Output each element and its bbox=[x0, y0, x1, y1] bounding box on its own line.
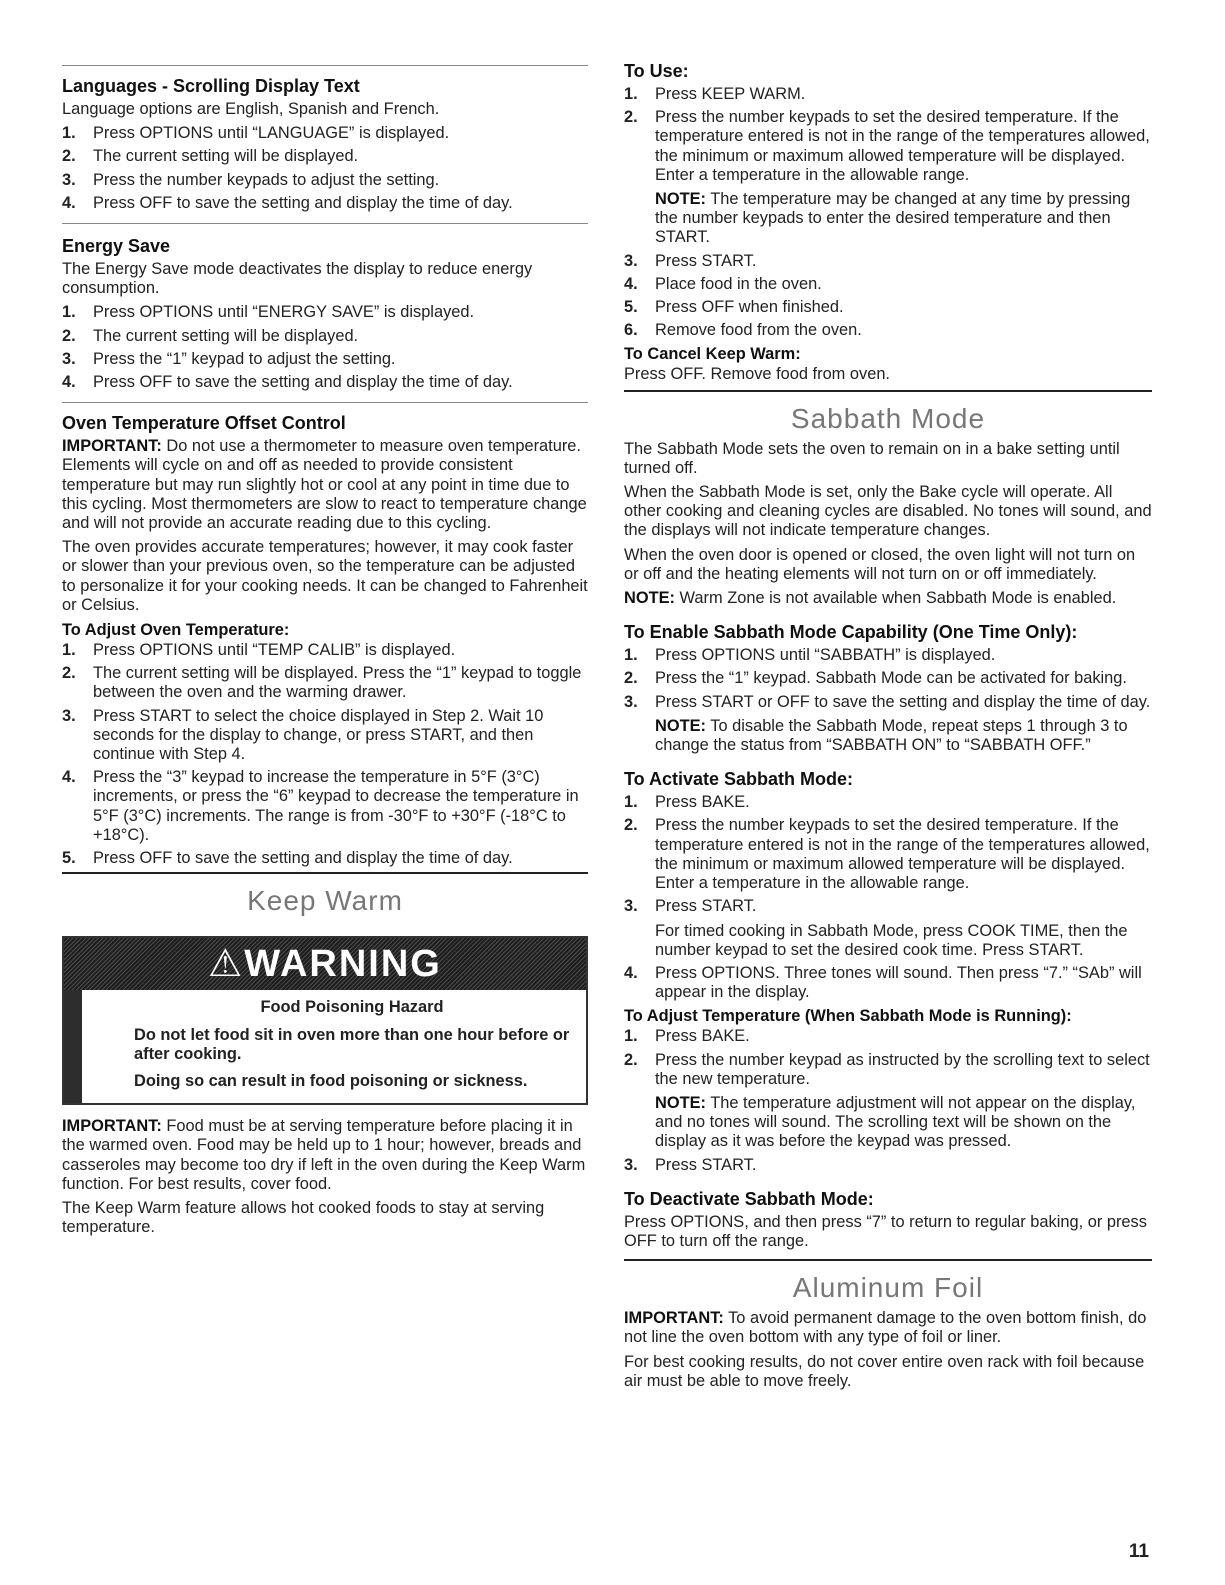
paragraph: When the oven door is opened or closed, the oven light will not turn on or off and the heating elements will not turn on or off immediately. bbox=[624, 545, 1136, 583]
step-text: The current setting will be displayed. Press the “1” keypad to toggle between the oven and the warming drawer. bbox=[93, 664, 582, 702]
important-label: IMPORTANT: bbox=[62, 437, 162, 456]
section-title: Aluminum Foil bbox=[792, 1272, 984, 1304]
note: For timed cooking in Sabbath Mode, press COOK TIME, then the number keypad to set the desired cook time. Press START. bbox=[655, 921, 1128, 959]
step-text: Press the “1” keypad. Sabbath Mode can be activated for baking. bbox=[655, 669, 1127, 688]
list-item bbox=[62, 147, 588, 166]
warning-banner bbox=[64, 938, 586, 990]
left-column bbox=[62, 0, 588, 1242]
steps-list bbox=[624, 793, 1152, 1002]
step-text: Remove food from the oven. bbox=[655, 321, 862, 340]
note-text: To disable the Sabbath Mode, repeat steps 1 through 3 to change the status from “SABBATH ON” to “SABBATH OFF.” bbox=[655, 716, 1128, 755]
list-item bbox=[62, 641, 588, 660]
important-label: IMPORTANT: bbox=[624, 1309, 724, 1328]
note-text: The temperature adjustment will not appear on the display, and no tones will sound. The scrolling text will be shown on the display as it was before the keypad was pressed. bbox=[655, 1093, 1136, 1151]
divider bbox=[624, 390, 1152, 392]
list-item bbox=[62, 373, 588, 392]
step-number: 3. bbox=[62, 349, 76, 368]
steps-list bbox=[62, 303, 588, 392]
step-number: 6. bbox=[624, 321, 638, 340]
list-item bbox=[624, 693, 1152, 756]
step-number: 2. bbox=[624, 1050, 638, 1069]
paragraph: Press OFF. Remove food from oven. bbox=[624, 365, 890, 384]
step-number: 1. bbox=[62, 303, 76, 322]
step-text: Press the number keypads to set the desired temperature. If the temperature entered is not in the range of the temperatures allowed, the minimum or maximum allowed temperature will be displayed. Enter a temperature in the allowable range. bbox=[655, 108, 1150, 184]
section-title: Keep Warm bbox=[247, 885, 403, 917]
hazard-title: Food Poisoning Hazard bbox=[260, 998, 444, 1017]
step-text: Press START. bbox=[655, 897, 757, 916]
languages-section bbox=[62, 76, 588, 213]
section-heading: To Activate Sabbath Mode: bbox=[624, 769, 854, 790]
step-text: Press the “3” keypad to increase the temperature in 5°F (3°C) increments, or press the “6” keypad to decrease the temperature in 5°F (3°C) increments. The range is from -30°F to +30°F (-18°C to +18°C). bbox=[93, 768, 579, 844]
step-number: 3. bbox=[62, 170, 76, 189]
step-text: The current setting will be displayed. bbox=[93, 147, 359, 166]
important-text: Do not use a thermometer to measure oven temperature. Elements will cycle on and off as needed to provide consistent temperature but may run slightly hot or cool at any point in time due to this cycling. Most thermometers are slow to react to temperature change and will not provide an accurate reading due to this cycling. bbox=[62, 437, 587, 533]
step-text: Press OFF to save the setting and display the time of day. bbox=[93, 849, 513, 868]
list-item bbox=[624, 897, 1152, 960]
divider bbox=[624, 1259, 1152, 1261]
important-text: To avoid permanent damage to the oven bottom finish, do not line the oven bottom with any type of foil or liner. bbox=[624, 1309, 1147, 1347]
step-text: Press OFF to save the setting and display the time of day. bbox=[93, 373, 513, 392]
list-item bbox=[624, 964, 1152, 1002]
step-number: 3. bbox=[624, 897, 638, 916]
list-item bbox=[624, 1027, 1152, 1046]
step-text: Press OPTIONS until “ENERGY SAVE” is displayed. bbox=[93, 303, 475, 322]
step-number: 4. bbox=[62, 768, 76, 787]
list-item bbox=[62, 303, 588, 322]
list-item bbox=[624, 646, 1152, 665]
list-item bbox=[624, 793, 1152, 812]
step-number: 3. bbox=[624, 251, 638, 270]
step-number: 2. bbox=[624, 669, 638, 688]
step-number: 1. bbox=[624, 85, 638, 103]
note-label: NOTE: bbox=[655, 190, 706, 209]
section-heading: To Use: bbox=[624, 61, 689, 81]
step-text: Press BAKE. bbox=[655, 793, 750, 812]
note-label: NOTE: bbox=[655, 1093, 706, 1112]
steps-list bbox=[624, 85, 1152, 340]
step-number: 2. bbox=[62, 147, 76, 166]
page-number: 11 bbox=[1128, 1541, 1149, 1562]
note-label: NOTE: bbox=[655, 716, 706, 735]
step-text: Press OFF when finished. bbox=[655, 298, 844, 317]
step-text: Press START. bbox=[655, 1155, 757, 1174]
section-heading: Languages - Scrolling Display Text bbox=[62, 76, 360, 96]
steps-list bbox=[624, 1027, 1152, 1174]
step-number: 4. bbox=[62, 373, 76, 392]
right-column bbox=[624, 0, 1152, 1396]
list-item bbox=[62, 194, 588, 213]
offset-section bbox=[62, 413, 588, 868]
list-item bbox=[62, 707, 588, 765]
step-text: Press OPTIONS until “TEMP CALIB” is displayed. bbox=[93, 641, 456, 660]
note-text: Warm Zone is not available when Sabbath Mode is enabled. bbox=[675, 589, 1117, 608]
list-item bbox=[624, 108, 1152, 247]
paragraph: Press OPTIONS, and then press “7” to return to regular baking, or press OFF to turn off the range. bbox=[624, 1212, 1147, 1250]
list-item bbox=[624, 298, 1152, 317]
list-item bbox=[624, 1156, 1152, 1175]
list-item bbox=[624, 321, 1152, 340]
step-text: Place food in the oven. bbox=[655, 274, 822, 293]
step-number: 2. bbox=[62, 664, 76, 683]
steps-list bbox=[62, 124, 588, 213]
warning-body bbox=[64, 990, 586, 1103]
list-item bbox=[62, 768, 588, 845]
list-item bbox=[624, 275, 1152, 294]
list-item bbox=[624, 669, 1152, 688]
important-text: Food must be at serving temperature before placing it in the warmed oven. Food may be held up to 1 hour; however, breads and casseroles may become too dry if left in the oven during the Keep Warm function. For best results, cover food. bbox=[62, 1117, 586, 1193]
section-heading: To Deactivate Sabbath Mode: bbox=[624, 1188, 874, 1209]
step-number: 4. bbox=[624, 274, 638, 293]
step-number: 1. bbox=[624, 793, 638, 812]
step-number: 2. bbox=[624, 108, 638, 127]
list-item bbox=[624, 816, 1152, 893]
list-item bbox=[62, 350, 588, 369]
step-number: 1. bbox=[624, 1027, 638, 1046]
paragraph bbox=[62, 1117, 588, 1194]
divider bbox=[62, 872, 588, 874]
step-number: 4. bbox=[624, 963, 638, 982]
note bbox=[655, 717, 1152, 755]
step-number: 3. bbox=[624, 1155, 638, 1174]
list-item bbox=[62, 124, 588, 143]
step-number: 5. bbox=[624, 298, 638, 317]
subheading: To Adjust Oven Temperature: bbox=[62, 621, 290, 640]
step-text: Press the number keypads to adjust the setting. bbox=[93, 170, 440, 189]
steps-list bbox=[62, 641, 588, 868]
step-number: 1. bbox=[62, 641, 76, 660]
paragraph bbox=[62, 437, 588, 533]
sabbath-section bbox=[624, 402, 1152, 1252]
to-use-section bbox=[624, 61, 1152, 385]
aluminum-foil-section bbox=[624, 1271, 1152, 1391]
warning-line: Doing so can result in food poisoning or sickness. bbox=[134, 1071, 528, 1090]
paragraph: The Sabbath Mode sets the oven to remain on in a bake setting until turned off. bbox=[624, 439, 1120, 477]
note-label: NOTE: bbox=[624, 589, 675, 608]
step-text: Press START or OFF to save the setting and display the time of day. bbox=[655, 692, 1151, 711]
important-label: IMPORTANT: bbox=[62, 1117, 162, 1136]
warning-line: Do not let food sit in oven more than one hour before or after cooking. bbox=[134, 1025, 570, 1063]
keep-warm-section bbox=[62, 884, 588, 1237]
step-number: 1. bbox=[62, 124, 76, 143]
divider bbox=[62, 65, 588, 66]
paragraph: The oven provides accurate temperatures; however, it may cook faster or slower than your previous oven, so the temperature can be adjusted to personalize it for your cooking needs. It can be changed to Fahrenheit or Celsius. bbox=[62, 538, 588, 614]
step-text: Press OPTIONS until “SABBATH” is displayed. bbox=[655, 646, 996, 665]
subheading: To Adjust Temperature (When Sabbath Mode is Running): bbox=[624, 1007, 1072, 1026]
steps-list bbox=[624, 646, 1152, 755]
step-text: Press the “1” keypad to adjust the setting. bbox=[93, 349, 396, 368]
step-text: Press OPTIONS until “LANGUAGE” is displayed. bbox=[93, 124, 450, 143]
paragraph: Language options are English, Spanish and French. bbox=[62, 100, 440, 118]
energy-save-section bbox=[62, 236, 588, 392]
subheading: To Cancel Keep Warm: bbox=[624, 345, 801, 364]
step-text: Press OFF to save the setting and display the time of day. bbox=[93, 193, 513, 212]
section-title: Sabbath Mode bbox=[790, 402, 986, 434]
note bbox=[655, 190, 1152, 248]
step-number: 2. bbox=[624, 816, 638, 835]
divider bbox=[62, 402, 588, 403]
step-text: Press the number keypads to set the desired temperature. If the temperature entered is not in the range of the temperatures allowed, the minimum or maximum allowed temperature will be displayed. Enter a temperature in the allowable range. bbox=[655, 816, 1150, 893]
section-heading: Oven Temperature Offset Control bbox=[62, 413, 346, 434]
step-text: Press the number keypad as instructed by the scrolling text to select the new temperature. bbox=[655, 1050, 1150, 1088]
list-item bbox=[624, 1051, 1152, 1152]
section-heading: Energy Save bbox=[62, 236, 171, 257]
paragraph bbox=[624, 589, 1152, 608]
paragraph: For best cooking results, do not cover entire oven rack with foil because air must be able to move freely. bbox=[624, 1352, 1145, 1390]
step-text: Press START. bbox=[655, 251, 757, 270]
warning-label: ⚠WARNING bbox=[208, 942, 442, 985]
note-text: The temperature may be changed at any time by pressing the number keypads to enter the desired temperature and then START. bbox=[655, 190, 1131, 247]
step-number: 2. bbox=[62, 326, 76, 345]
step-text: Press KEEP WARM. bbox=[655, 85, 806, 103]
paragraph: The Keep Warm feature allows hot cooked foods to stay at serving temperature. bbox=[62, 1198, 545, 1237]
step-number: 3. bbox=[62, 706, 76, 725]
list-item bbox=[624, 85, 1152, 104]
list-item bbox=[62, 171, 588, 190]
section-heading: To Enable Sabbath Mode Capability (One Time Only): bbox=[624, 622, 1078, 643]
list-item bbox=[62, 664, 588, 702]
step-text: Press OPTIONS. Three tones will sound. Then press “7.” “SAb” will appear in the display. bbox=[655, 963, 1142, 1002]
list-item bbox=[62, 327, 588, 346]
step-text: Press START to select the choice displayed in Step 2. Wait 10 seconds for the display to change, or press START, and then continue with Step 4. bbox=[93, 706, 544, 764]
paragraph: When the Sabbath Mode is set, only the Bake cycle will operate. All other cooking and cleaning cycles are disabled. No tones will sound, and the displays will not indicate temperature changes. bbox=[624, 483, 1152, 540]
note bbox=[655, 1094, 1152, 1152]
step-number: 1. bbox=[624, 646, 638, 665]
step-text: Press BAKE. bbox=[655, 1027, 750, 1046]
list-item bbox=[624, 252, 1152, 271]
step-number: 4. bbox=[62, 193, 76, 212]
step-number: 5. bbox=[62, 849, 76, 868]
step-number: 3. bbox=[624, 692, 638, 711]
divider bbox=[62, 223, 588, 224]
step-text: The current setting will be displayed. bbox=[93, 326, 359, 345]
paragraph bbox=[624, 1309, 1152, 1347]
list-item bbox=[62, 849, 588, 868]
paragraph: The Energy Save mode deactivates the display to reduce energy consumption. bbox=[62, 260, 533, 298]
warning-box bbox=[62, 936, 588, 1105]
